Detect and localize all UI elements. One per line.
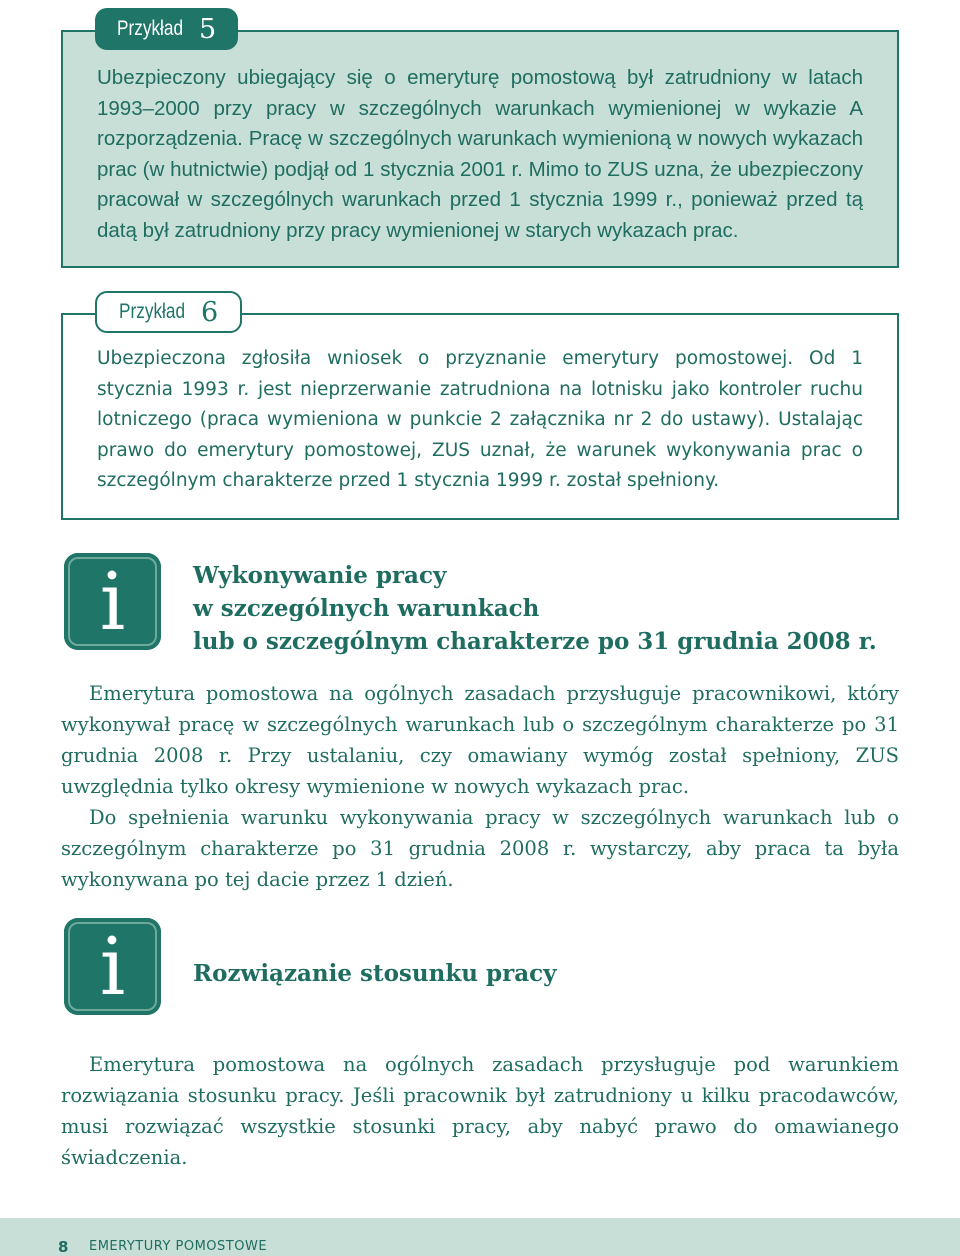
example-6-text: Ubezpieczona zgłosiła wniosek o przyznanie emerytury pomostowej. Od 1 stycznia 1993 r. jest nieprzerwanie zatrudniona na lotnisku jako kontroler ruchu lotniczego (praca wymieniona w punkcie 2 załącznika nr 2 do ustawy). Ustalając prawo do emerytury pomostowej, ZUS uznał, że warunek wykonywania prac o szczególnym charakterze przed 1 stycznia 1999 r. został spełniony. [97, 348, 863, 491]
section-1-body [61, 678, 899, 895]
section-title-line: w szczególnych warunkach [193, 595, 540, 622]
section-1-title [193, 559, 877, 658]
page-number: 8 [58, 1238, 69, 1256]
footer-title: EMERYTURY POMOSTOWE [89, 1239, 268, 1254]
page-footer [0, 1218, 960, 1256]
example-label-word: Przykład [119, 300, 186, 323]
section-title-line: Rozwiązanie stosunku pracy [193, 960, 557, 987]
example-5-label [95, 8, 238, 50]
paragraph: Do spełnienia warunku wykonywania pracy w szczególnych warunkach lub o szczególnym charakterze po 31 grudnia 2008 r. wystarczy, aby praca ta była wykonywana po tej dacie przez 1 dzień. [61, 806, 899, 891]
example-6-box [61, 296, 899, 520]
example-number: 6 [201, 296, 219, 328]
example-5-text: Ubezpieczony ubiegający się o emeryturę pomostową był zatrudniony w latach 1993–2000 przy pracy w szczególnych warunkach wymienionej w wykazie A rozporządzenia. Pracę w szczególnych warunkach wymienioną w nowych wykazach prac (w hutnictwie) podjął od 1 stycznia 2001 r. Mimo to ZUS uzna, że ubezpieczony pracował w szczególnych warunkach przed 1 stycznia 1999 r., ponieważ przed tą datą był zatrudniony przy pracy wymienionej w starych wykazach prac. [97, 66, 863, 242]
example-6-label [95, 291, 242, 333]
example-number: 5 [199, 13, 217, 45]
example-5-box [61, 13, 899, 268]
info-icon: i [64, 918, 161, 1015]
info-icon: i [64, 553, 161, 650]
section-2-body [61, 1049, 899, 1173]
example-label-word: Przykład [117, 17, 184, 40]
section-title-line: Wykonywanie pracy [193, 562, 447, 589]
section-title-line: lub o szczególnym charakterze po 31 grudnia 2008 r. [193, 628, 877, 655]
paragraph: Emerytura pomostowa na ogólnych zasadach przysługuje pod warunkiem rozwiązania stosunku pracy. Jeśli pracownik był zatrudniony u kilku pracodawców, musi rozwiązać wszystkie stosunki pracy, aby nabyć prawo do omawianego świadczenia. [61, 1053, 899, 1169]
section-2-title [193, 957, 556, 990]
paragraph: Emerytura pomostowa na ogólnych zasadach przysługuje pracownikowi, który wykonywał pracę w szczególnych warunkach lub o szczególnym charakterze po 31 grudnia 2008 r. Przy ustalaniu, czy omawiany wymóg został spełniony, ZUS uwzględnia tylko okresy wymienione w nowych wykazach prac. [61, 682, 899, 798]
